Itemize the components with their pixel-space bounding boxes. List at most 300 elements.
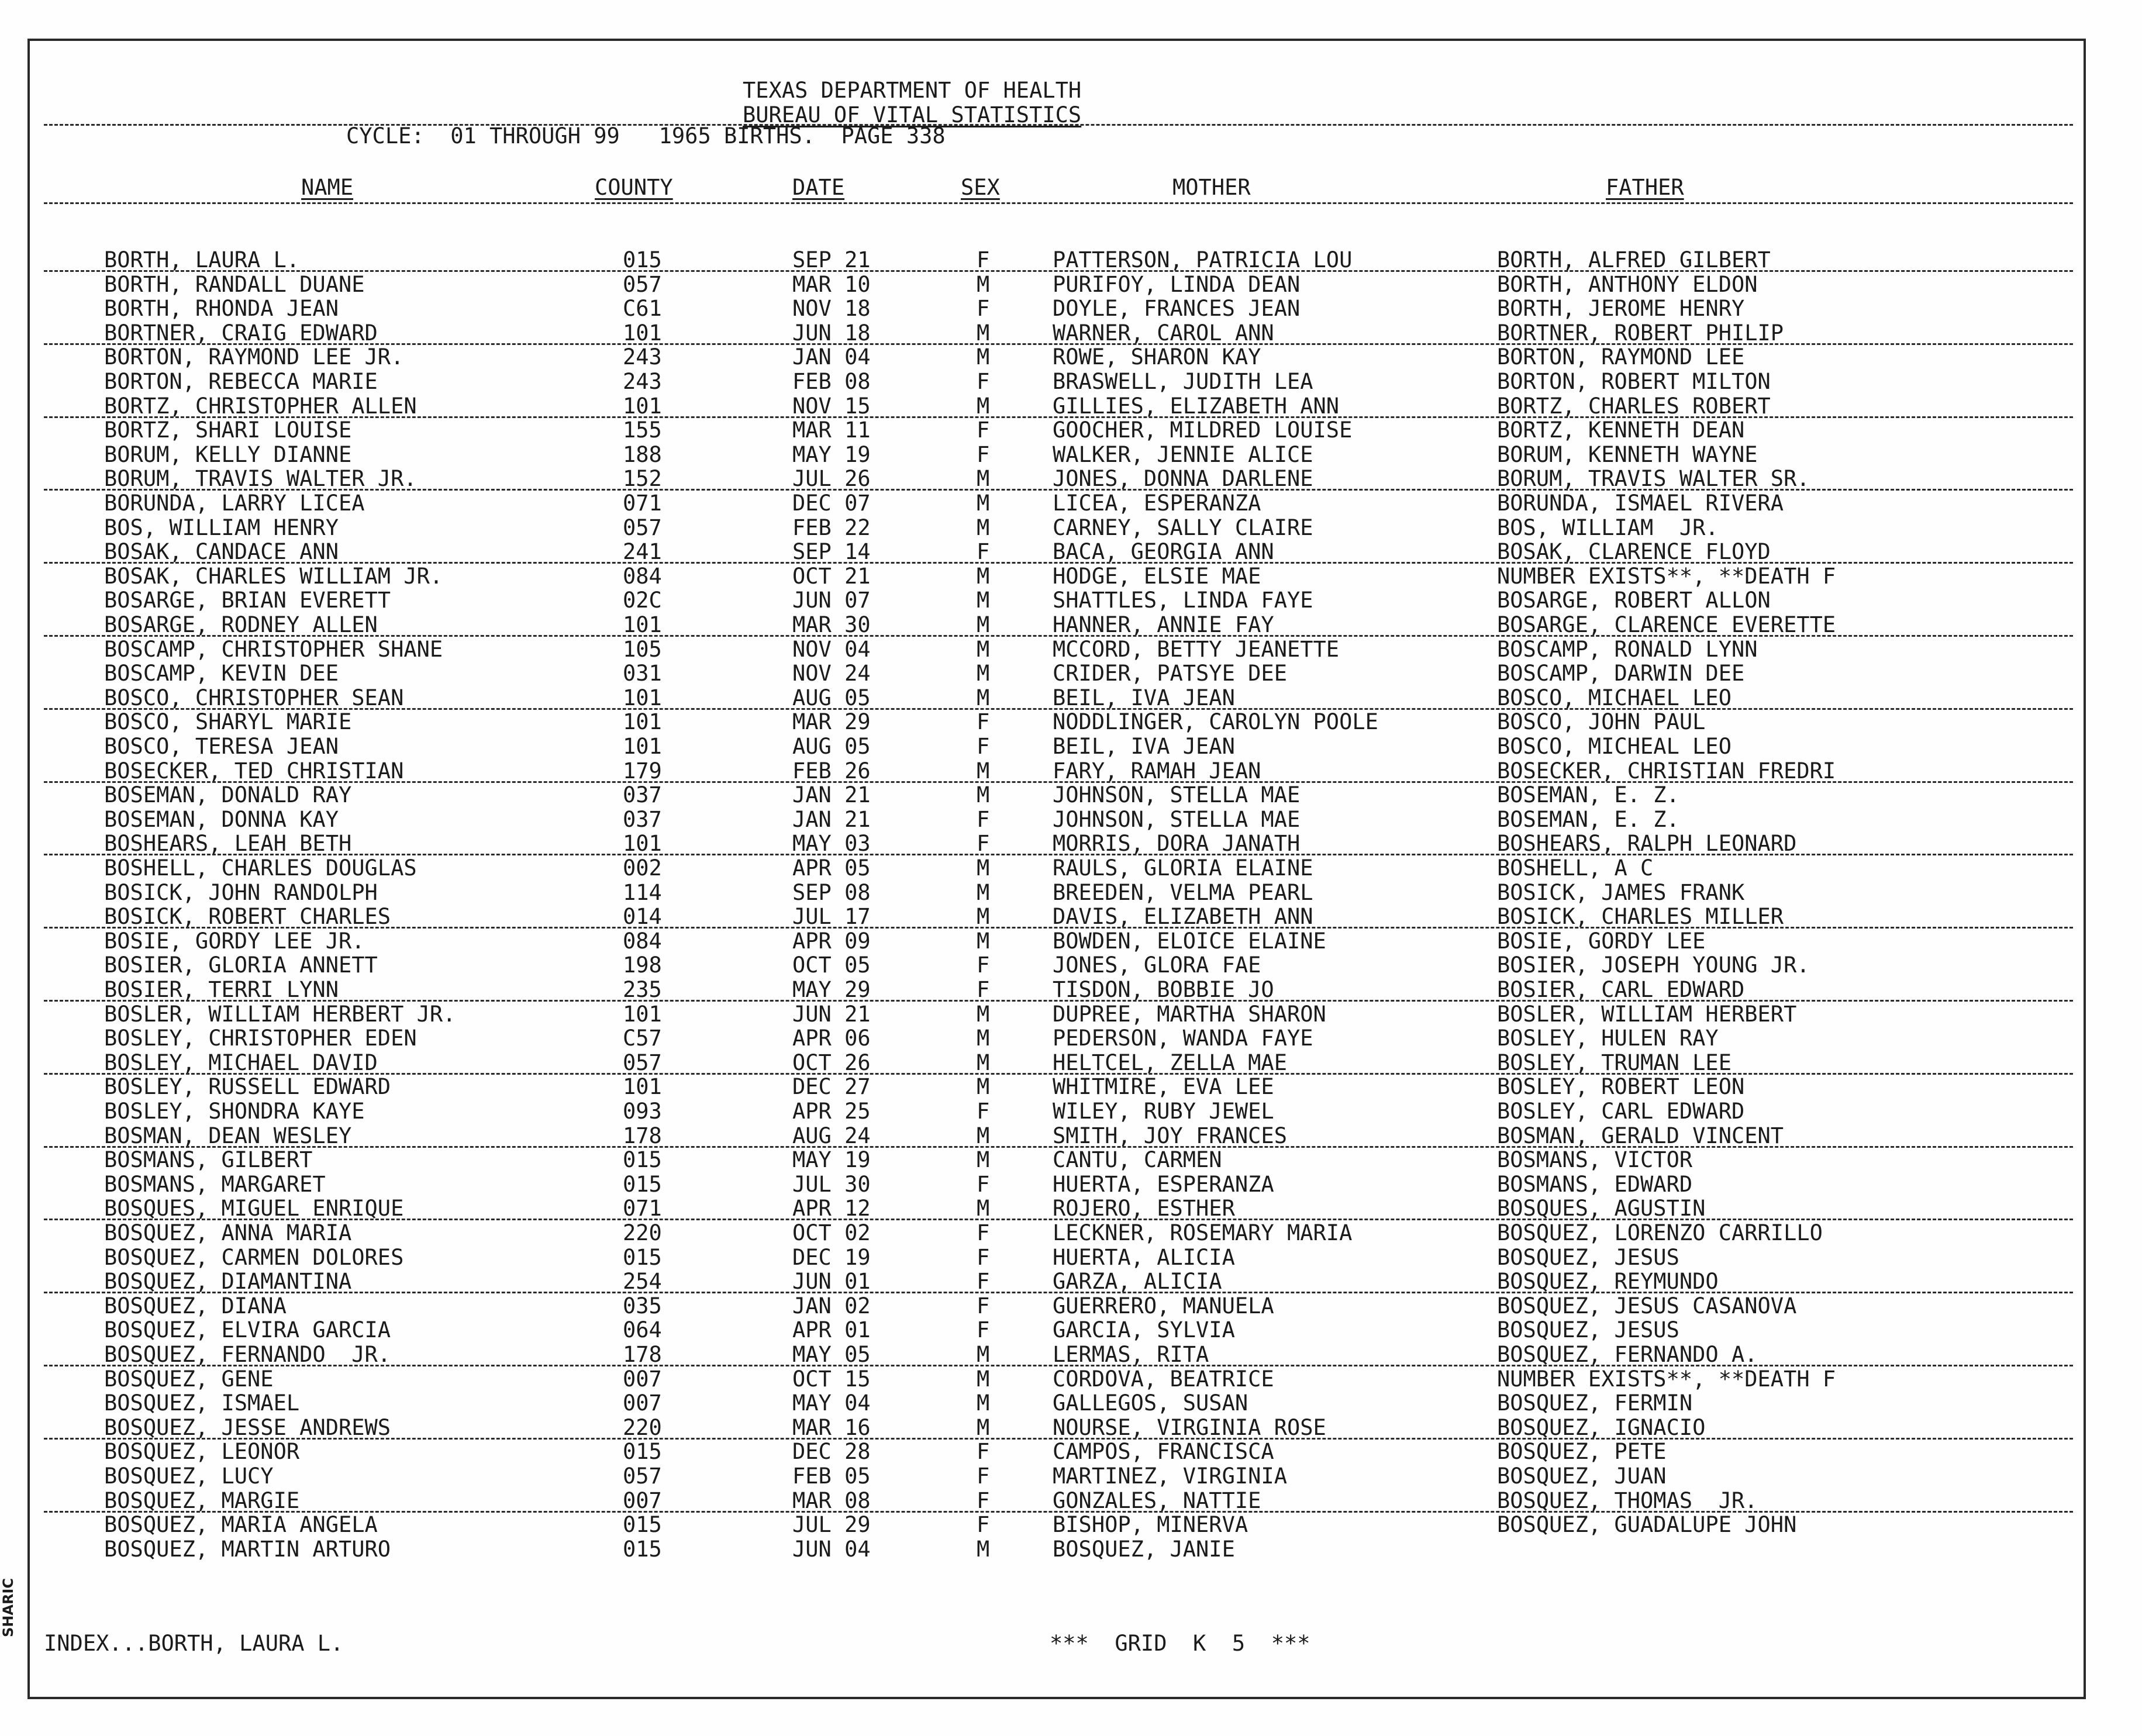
cell-sex: M: [977, 904, 990, 929]
cell-father: BOSCO, MICHAEL LEO: [1497, 685, 1731, 710]
cell-name: BORTH, RANDALL DUANE: [104, 272, 365, 297]
cell-sex: M: [977, 929, 990, 954]
cell-father: BOSQUEZ, LORENZO CARRILLO: [1497, 1220, 1823, 1245]
cell-father: BOSQUEZ, FERMIN: [1497, 1390, 1693, 1416]
cell-county: 014: [623, 904, 662, 929]
cell-name: BOSLEY, MICHAEL DAVID: [104, 1050, 378, 1075]
cell-name: BOSQUEZ, JESSE ANDREWS: [104, 1415, 391, 1440]
table-row: [0, 540, 2142, 564]
cell-date: JAN 02: [792, 1293, 871, 1319]
cell-mother: WILEY, RUBY JEWEL: [1053, 1099, 1274, 1124]
cell-father: BOSCO, JOHN PAUL: [1497, 709, 1706, 734]
table-row: [0, 1489, 2142, 1513]
cell-father: BOSIE, GORDY LEE: [1497, 929, 1706, 954]
cell-mother: SMITH, JOY FRANCES: [1053, 1123, 1287, 1148]
cell-sex: M: [977, 1026, 990, 1051]
cell-sex: M: [977, 466, 990, 491]
cell-date: AUG 05: [792, 685, 871, 710]
table-row: [0, 394, 2142, 419]
cell-name: BOSQUES, MIGUEL ENRIQUE: [104, 1196, 404, 1221]
table-row: [0, 1269, 2142, 1294]
table-row: [0, 1196, 2142, 1221]
table-row: [0, 1172, 2142, 1197]
cell-father: BOSARGE, ROBERT ALLON: [1497, 588, 1771, 613]
header-divider-bottom: [44, 202, 2073, 204]
cell-sex: M: [977, 1196, 990, 1221]
cell-sex: M: [977, 612, 990, 637]
table-row: [0, 831, 2142, 856]
column-header-name: NAME: [301, 175, 354, 200]
table-row: [0, 491, 2142, 516]
cell-sex: M: [977, 491, 990, 516]
cell-sex: M: [977, 515, 990, 540]
table-row: [0, 734, 2142, 759]
table-row: [0, 443, 2142, 467]
cell-date: MAR 29: [792, 709, 871, 734]
cell-mother: MORRIS, DORA JANATH: [1053, 831, 1301, 856]
cell-father: BOSLEY, CARL EDWARD: [1497, 1099, 1745, 1124]
cell-county: 152: [623, 466, 662, 491]
table-row: [0, 637, 2142, 662]
cell-mother: SHATTLES, LINDA FAYE: [1053, 588, 1313, 613]
cell-mother: CAMPOS, FRANCISCA: [1053, 1439, 1274, 1464]
cell-mother: GUERRERO, MANUELA: [1053, 1293, 1274, 1319]
cell-father: BOSARGE, CLARENCE EVERETTE: [1497, 612, 1836, 637]
cell-county: 084: [623, 929, 662, 954]
cell-father: BORTON, ROBERT MILTON: [1497, 369, 1771, 394]
cell-date: FEB 22: [792, 515, 871, 540]
cell-county: 235: [623, 977, 662, 1002]
cell-county: 241: [623, 539, 662, 564]
cell-father: BOS, WILLIAM JR.: [1497, 515, 1719, 540]
cell-county: 101: [623, 734, 662, 759]
cell-name: BOSQUEZ, ISMAEL: [104, 1390, 300, 1416]
cell-mother: DOYLE, FRANCES JEAN: [1053, 296, 1301, 321]
cell-county: 220: [623, 1415, 662, 1440]
cell-county: 178: [623, 1123, 662, 1148]
cell-father: BOSQUEZ, JESUS: [1497, 1245, 1679, 1270]
cell-date: MAY 19: [792, 442, 871, 467]
cell-father: BOSLEY, TRUMAN LEE: [1497, 1050, 1731, 1075]
cell-mother: WALKER, JENNIE ALICE: [1053, 442, 1313, 467]
cell-name: BOSQUEZ, FERNANDO JR.: [104, 1342, 391, 1367]
footer-grid: *** GRID K 5 ***: [1050, 1631, 1310, 1656]
cell-county: 015: [623, 247, 662, 272]
cell-name: BORTON, RAYMOND LEE JR.: [104, 344, 404, 370]
cell-name: BORTZ, CHRISTOPHER ALLEN: [104, 394, 417, 419]
cell-date: MAY 29: [792, 977, 871, 1002]
cell-county: 007: [623, 1390, 662, 1416]
cell-date: APR 06: [792, 1026, 871, 1051]
cell-name: BOSECKER, TED CHRISTIAN: [104, 758, 404, 784]
cell-sex: F: [977, 709, 990, 734]
cell-sex: F: [977, 1464, 990, 1489]
cell-father: BOSAK, CLARENCE FLOYD: [1497, 539, 1771, 564]
cell-mother: BEIL, IVA JEAN: [1053, 734, 1235, 759]
cell-name: BOSHEARS, LEAH BETH: [104, 831, 352, 856]
cell-mother: BRASWELL, JUDITH LEA: [1053, 369, 1313, 394]
cell-name: BOSQUEZ, MARGIE: [104, 1488, 300, 1513]
cell-sex: F: [977, 417, 990, 443]
cell-name: BOSCO, TERESA JEAN: [104, 734, 339, 759]
cell-name: BOSCO, SHARYL MARIE: [104, 709, 352, 734]
cell-date: MAY 04: [792, 1390, 871, 1416]
cell-mother: GONZALES, NATTIE: [1053, 1488, 1261, 1513]
cell-mother: CORDOVA, BEATRICE: [1053, 1366, 1274, 1392]
cell-father: NUMBER EXISTS**, **DEATH F: [1497, 564, 1836, 589]
cell-father: BOSQUEZ, FERNANDO A.: [1497, 1342, 1758, 1367]
table-row: [0, 345, 2142, 370]
cell-county: 031: [623, 661, 662, 686]
cell-county: 035: [623, 1293, 662, 1319]
cell-county: 254: [623, 1269, 662, 1294]
cell-father: BOSIER, JOSEPH YOUNG JR.: [1497, 952, 1810, 978]
cell-sex: F: [977, 1439, 990, 1464]
cell-county: 198: [623, 952, 662, 978]
table-row: [0, 1002, 2142, 1027]
cell-date: JUN 07: [792, 588, 871, 613]
cell-name: BOSCO, CHRISTOPHER SEAN: [104, 685, 404, 710]
cell-name: BORTZ, SHARI LOUISE: [104, 417, 352, 443]
cell-sex: M: [977, 588, 990, 613]
cell-county: 037: [623, 807, 662, 832]
cell-date: JUN 18: [792, 320, 871, 346]
cell-mother: HUERTA, ESPERANZA: [1053, 1172, 1274, 1197]
table-row: [0, 248, 2142, 272]
table-row: [0, 661, 2142, 686]
cell-mother: NOURSE, VIRGINIA ROSE: [1053, 1415, 1326, 1440]
cell-sex: M: [977, 1123, 990, 1148]
cell-date: OCT 21: [792, 564, 871, 589]
cell-father: BOSQUEZ, THOMAS JR.: [1497, 1488, 1758, 1513]
cell-mother: LECKNER, ROSEMARY MARIA: [1053, 1220, 1353, 1245]
cell-sex: M: [977, 637, 990, 662]
cell-sex: M: [977, 1390, 990, 1416]
cell-sex: F: [977, 247, 990, 272]
cell-name: BOS, WILLIAM HENRY: [104, 515, 339, 540]
cell-mother: BOWDEN, ELOICE ELAINE: [1053, 929, 1326, 954]
cell-date: MAY 19: [792, 1147, 871, 1172]
cell-sex: M: [977, 685, 990, 710]
cell-county: 188: [623, 442, 662, 467]
cell-date: FEB 26: [792, 758, 871, 784]
table-row: [0, 1245, 2142, 1270]
cell-name: BOSQUEZ, MARTIN ARTURO: [104, 1537, 391, 1562]
cell-father: BORTH, JEROME HENRY: [1497, 296, 1745, 321]
cell-father: BOSICK, CHARLES MILLER: [1497, 904, 1784, 929]
cell-mother: PURIFOY, LINDA DEAN: [1053, 272, 1301, 297]
cell-county: 101: [623, 1002, 662, 1027]
cell-date: APR 09: [792, 929, 871, 954]
table-row: [0, 1075, 2142, 1099]
table-row: [0, 1464, 2142, 1489]
cell-mother: GARCIA, SYLVIA: [1053, 1317, 1235, 1342]
cell-mother: BOSQUEZ, JANIE: [1053, 1537, 1235, 1562]
cell-sex: M: [977, 564, 990, 589]
cell-mother: GOOCHER, MILDRED LOUISE: [1053, 417, 1353, 443]
cell-sex: F: [977, 977, 990, 1002]
cell-mother: GARZA, ALICIA: [1053, 1269, 1222, 1294]
column-header-county: COUNTY: [595, 175, 673, 200]
cell-mother: CARNEY, SALLY CLAIRE: [1053, 515, 1313, 540]
cell-mother: CRIDER, PATSYE DEE: [1053, 661, 1287, 686]
cell-mother: FARY, RAMAH JEAN: [1053, 758, 1261, 784]
cell-father: BORTZ, CHARLES ROBERT: [1497, 394, 1771, 419]
table-row: [0, 296, 2142, 321]
cell-father: BOSQUEZ, GUADALUPE JOHN: [1497, 1512, 1797, 1537]
cell-county: C61: [623, 296, 662, 321]
cell-father: BOSICK, JAMES FRANK: [1497, 880, 1745, 905]
table-row: [0, 516, 2142, 540]
cell-mother: ROJERO, ESTHER: [1053, 1196, 1235, 1221]
cell-name: BOSLEY, RUSSELL EDWARD: [104, 1074, 391, 1099]
cell-county: 015: [623, 1439, 662, 1464]
table-row: [0, 856, 2142, 881]
cell-county: 015: [623, 1147, 662, 1172]
cell-name: BOSQUEZ, CARMEN DOLORES: [104, 1245, 404, 1270]
cell-name: BOSQUEZ, MARIA ANGELA: [104, 1512, 378, 1537]
cell-sex: M: [977, 1366, 990, 1392]
table-row: [0, 905, 2142, 929]
cell-name: BOSLER, WILLIAM HERBERT JR.: [104, 1002, 456, 1027]
cell-county: 057: [623, 515, 662, 540]
cell-father: BOSCO, MICHEAL LEO: [1497, 734, 1731, 759]
table-row: [0, 1124, 2142, 1148]
cell-mother: BACA, GEORGIA ANN: [1053, 539, 1274, 564]
table-row: [0, 467, 2142, 491]
cell-sex: M: [977, 1147, 990, 1172]
cell-mother: JONES, DONNA DARLENE: [1053, 466, 1313, 491]
cell-county: 002: [623, 855, 662, 881]
cell-sex: M: [977, 344, 990, 370]
cell-date: JUL 29: [792, 1512, 871, 1537]
cell-father: BOSIER, CARL EDWARD: [1497, 977, 1745, 1002]
cell-mother: RAULS, GLORIA ELAINE: [1053, 855, 1313, 881]
cell-father: BOSQUEZ, JESUS: [1497, 1317, 1679, 1342]
column-header-father: FATHER: [1606, 175, 1684, 200]
cell-sex: F: [977, 1512, 990, 1537]
table-row: [0, 1537, 2142, 1562]
column-header-sex: SEX: [961, 175, 1000, 200]
cell-name: BOSMANS, MARGARET: [104, 1172, 326, 1197]
cell-father: BOSQUEZ, IGNACIO: [1497, 1415, 1706, 1440]
table-row: [0, 370, 2142, 394]
cell-name: BOSMAN, DEAN WESLEY: [104, 1123, 352, 1148]
table-row: [0, 613, 2142, 637]
cell-county: 101: [623, 394, 662, 419]
cell-county: 101: [623, 709, 662, 734]
cell-name: BOSQUEZ, DIANA: [104, 1293, 287, 1319]
cell-name: BOSICK, ROBERT CHARLES: [104, 904, 391, 929]
cell-father: BOSLEY, ROBERT LEON: [1497, 1074, 1745, 1099]
cell-county: 057: [623, 1050, 662, 1075]
cell-sex: F: [977, 1099, 990, 1124]
table-row: [0, 1416, 2142, 1440]
cell-date: JAN 21: [792, 782, 871, 807]
cell-mother: HELTCEL, ZELLA MAE: [1053, 1050, 1287, 1075]
cell-date: MAY 03: [792, 831, 871, 856]
cell-sex: F: [977, 1220, 990, 1245]
cell-name: BOSARGE, RODNEY ALLEN: [104, 612, 378, 637]
cell-county: 101: [623, 1074, 662, 1099]
cell-father: BOSHEARS, RALPH LEONARD: [1497, 831, 1797, 856]
cell-sex: M: [977, 758, 990, 784]
cell-name: BOSCAMP, KEVIN DEE: [104, 661, 339, 686]
cell-name: BOSQUEZ, LUCY: [104, 1464, 274, 1489]
cell-county: 015: [623, 1537, 662, 1562]
cell-date: AUG 05: [792, 734, 871, 759]
cell-father: BOSHELL, A C: [1497, 855, 1654, 881]
cell-mother: GILLIES, ELIZABETH ANN: [1053, 394, 1340, 419]
table-row: [0, 272, 2142, 297]
cell-name: BORTH, LAURA L.: [104, 247, 300, 272]
cell-date: JUL 17: [792, 904, 871, 929]
cell-father: BORTH, ALFRED GILBERT: [1497, 247, 1771, 272]
table-row: [0, 321, 2142, 346]
cell-mother: MCCORD, BETTY JEANETTE: [1053, 637, 1340, 662]
cell-father: BORUM, TRAVIS WALTER SR.: [1497, 466, 1810, 491]
cell-father: BOSQUEZ, JUAN: [1497, 1464, 1667, 1489]
cell-sex: M: [977, 394, 990, 419]
cell-date: MAR 16: [792, 1415, 871, 1440]
table-row: [0, 1148, 2142, 1172]
cell-sex: M: [977, 1050, 990, 1075]
cell-father: BOSMANS, EDWARD: [1497, 1172, 1693, 1197]
cell-name: BOSAK, CHARLES WILLIAM JR.: [104, 564, 443, 589]
table-row: [0, 807, 2142, 832]
cell-mother: JONES, GLORA FAE: [1053, 952, 1261, 978]
cell-date: OCT 15: [792, 1366, 871, 1392]
cell-county: 178: [623, 1342, 662, 1367]
cell-mother: HODGE, ELSIE MAE: [1053, 564, 1261, 589]
cell-name: BORUM, KELLY DIANNE: [104, 442, 352, 467]
cell-date: JUN 01: [792, 1269, 871, 1294]
cell-date: FEB 08: [792, 369, 871, 394]
table-row: [0, 1342, 2142, 1367]
cell-father: BOSLER, WILLIAM HERBERT: [1497, 1002, 1797, 1027]
table-row: [0, 686, 2142, 710]
cell-name: BOSQUEZ, DIAMANTINA: [104, 1269, 352, 1294]
cell-date: DEC 07: [792, 491, 871, 516]
table-row: [0, 1440, 2142, 1464]
cell-mother: LERMAS, RITA: [1053, 1342, 1209, 1367]
cell-mother: DUPREE, MARTHA SHARON: [1053, 1002, 1326, 1027]
cell-county: 243: [623, 369, 662, 394]
cell-mother: WARNER, CAROL ANN: [1053, 320, 1274, 346]
cell-county: 057: [623, 1464, 662, 1489]
cell-mother: HUERTA, ALICIA: [1053, 1245, 1235, 1270]
cell-date: DEC 28: [792, 1439, 871, 1464]
cell-sex: F: [977, 369, 990, 394]
cell-sex: F: [977, 1293, 990, 1319]
cell-date: AUG 24: [792, 1123, 871, 1148]
table-row: [0, 1367, 2142, 1392]
cell-date: SEP 21: [792, 247, 871, 272]
table-row: [0, 759, 2142, 784]
cell-sex: M: [977, 320, 990, 346]
footer-index: INDEX...BORTH, LAURA L.: [44, 1631, 344, 1656]
cell-mother: BREEDEN, VELMA PEARL: [1053, 880, 1313, 905]
cell-county: 155: [623, 417, 662, 443]
cell-father: BOSMAN, GERALD VINCENT: [1497, 1123, 1784, 1148]
cell-mother: DAVIS, ELIZABETH ANN: [1053, 904, 1313, 929]
cell-name: BORTH, RHONDA JEAN: [104, 296, 339, 321]
table-row: [0, 881, 2142, 905]
cell-name: BOSEMAN, DONALD RAY: [104, 782, 352, 807]
cell-mother: JOHNSON, STELLA MAE: [1053, 807, 1301, 832]
cell-date: APR 05: [792, 855, 871, 881]
cell-sex: F: [977, 807, 990, 832]
column-header-mother: MOTHER: [1172, 175, 1251, 200]
cell-father: BOSEMAN, E. Z.: [1497, 782, 1679, 807]
table-row: [0, 710, 2142, 734]
cell-name: BOSHELL, CHARLES DOUGLAS: [104, 855, 417, 881]
cell-sex: M: [977, 1342, 990, 1367]
cell-county: 101: [623, 612, 662, 637]
cell-father: BOSQUEZ, REYMUNDO: [1497, 1269, 1719, 1294]
cell-county: 101: [623, 831, 662, 856]
cell-father: BORTH, ANTHONY ELDON: [1497, 272, 1758, 297]
cell-name: BORTON, REBECCA MARIE: [104, 369, 378, 394]
cell-father: BOSQUEZ, JESUS CASANOVA: [1497, 1293, 1797, 1319]
cell-county: 071: [623, 1196, 662, 1221]
cell-date: JUN 21: [792, 1002, 871, 1027]
cell-mother: TISDON, BOBBIE JO: [1053, 977, 1274, 1002]
side-tag: SHARIC: [0, 1578, 16, 1637]
cell-county: 084: [623, 564, 662, 589]
cell-sex: M: [977, 1002, 990, 1027]
cell-father: BORTNER, ROBERT PHILIP: [1497, 320, 1784, 346]
table-row: [0, 953, 2142, 978]
cell-mother: BEIL, IVA JEAN: [1053, 685, 1235, 710]
cell-date: NOV 18: [792, 296, 871, 321]
table-row: [0, 1294, 2142, 1319]
cell-date: MAR 08: [792, 1488, 871, 1513]
cell-date: JAN 21: [792, 807, 871, 832]
cell-county: 064: [623, 1317, 662, 1342]
cell-county: 101: [623, 685, 662, 710]
cell-father: NUMBER EXISTS**, **DEATH F: [1497, 1366, 1836, 1392]
cell-county: 007: [623, 1366, 662, 1392]
cell-name: BOSIE, GORDY LEE JR.: [104, 929, 365, 954]
cell-name: BOSQUEZ, ANNA MARIA: [104, 1220, 352, 1245]
cell-sex: M: [977, 880, 990, 905]
cell-date: NOV 24: [792, 661, 871, 686]
cell-father: BORTZ, KENNETH DEAN: [1497, 417, 1745, 443]
cell-father: BOSQUES, AGUSTIN: [1497, 1196, 1706, 1221]
cell-mother: PATTERSON, PATRICIA LOU: [1053, 247, 1353, 272]
cell-date: JUL 26: [792, 466, 871, 491]
cell-sex: F: [977, 1488, 990, 1513]
cell-name: BOSIER, GLORIA ANNETT: [104, 952, 378, 978]
cell-sex: M: [977, 1074, 990, 1099]
cell-date: NOV 15: [792, 394, 871, 419]
cell-date: OCT 05: [792, 952, 871, 978]
cell-sex: M: [977, 661, 990, 686]
cell-mother: ROWE, SHARON KAY: [1053, 344, 1261, 370]
table-row: [0, 418, 2142, 443]
cell-date: JUN 04: [792, 1537, 871, 1562]
column-header-date: DATE: [792, 175, 845, 200]
cell-name: BOSICK, JOHN RANDOLPH: [104, 880, 378, 905]
table-row: [0, 1391, 2142, 1416]
table-row: [0, 1221, 2142, 1245]
cell-sex: F: [977, 296, 990, 321]
cell-date: MAR 30: [792, 612, 871, 637]
cell-date: DEC 19: [792, 1245, 871, 1270]
table-row: [0, 783, 2142, 807]
cell-name: BORUM, TRAVIS WALTER JR.: [104, 466, 417, 491]
